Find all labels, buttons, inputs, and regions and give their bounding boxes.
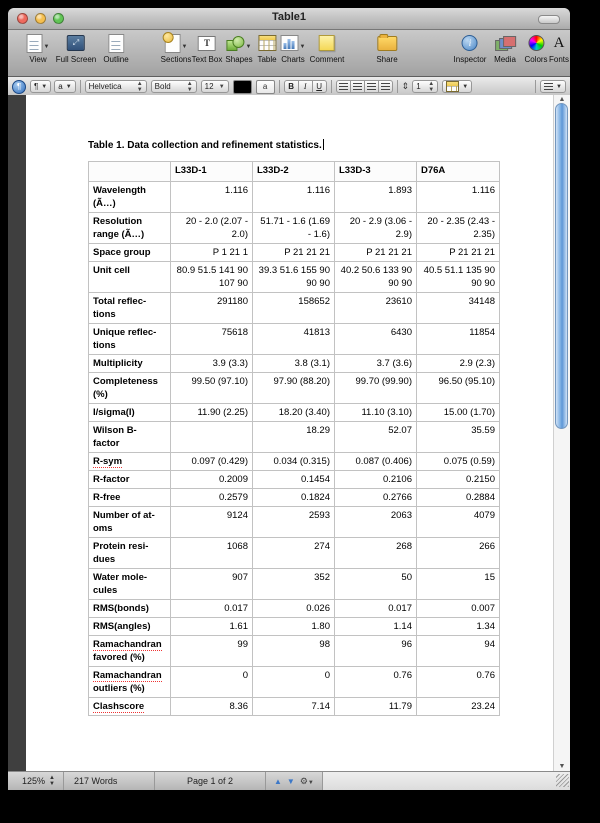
table-button[interactable]: Table [257,33,276,64]
columns-icon [446,81,459,92]
value-cell[interactable]: 11.79 [335,698,417,716]
row-label-cell[interactable]: Wilson B- factor [89,422,171,453]
value-cell[interactable]: 0.2150 [417,471,500,489]
value-cell[interactable]: 50 [335,569,417,600]
value-cell[interactable]: 2.9 (2.3) [417,355,500,373]
table-row [89,636,500,667]
toolbar-toggle-lozenge[interactable] [538,15,560,24]
align-right-button[interactable] [364,80,379,93]
value-cell[interactable]: 7.14 [253,698,335,716]
alignment-group [336,80,393,93]
value-cell[interactable]: 3.9 (3.3) [171,355,253,373]
value-cell[interactable]: 0 [253,667,335,698]
value-cell[interactable]: 20 - 2.35 (2.43 - 2.35) [417,213,500,244]
align-left-button[interactable] [336,80,351,93]
statistics-table[interactable] [88,161,500,716]
row-label-cell[interactable]: Unique reflec- tions [89,324,171,355]
media-button[interactable]: Media [494,33,516,64]
charts-button[interactable]: ▼ Charts [281,33,306,64]
table-row [89,507,500,538]
value-cell[interactable]: 11854 [417,324,500,355]
comment-button[interactable]: Comment [310,33,345,64]
charts-icon [281,35,299,51]
status-bar [8,771,570,790]
bold-button[interactable]: B [284,80,299,93]
value-cell[interactable]: 0.017 [171,600,253,618]
header-cell[interactable]: L33D-3 [335,162,417,182]
text-cursor [323,139,324,150]
sections-button[interactable]: ▼ Sections [161,33,192,64]
outline-icon [108,34,124,53]
header-cell[interactable]: L33D-2 [253,162,335,182]
italic-button[interactable]: I [298,80,313,93]
value-cell[interactable]: 15 [417,569,500,600]
row-label-cell[interactable]: RMS(angles) [89,618,171,636]
value-cell[interactable]: 96 [335,636,417,667]
horizontal-scrollbar[interactable] [322,772,570,790]
title-bar[interactable] [8,8,570,30]
table-header-row [89,162,500,182]
row-label-cell[interactable]: Completeness (%) [89,373,171,404]
align-justify-button[interactable] [378,80,393,93]
font-size-select[interactable]: 12 ▼ [201,80,229,93]
value-cell[interactable]: 0.097 (0.429) [171,453,253,471]
font-style-select[interactable]: Bold ▲ ▼ [151,80,197,93]
vertical-scrollbar[interactable] [553,95,570,772]
table-row [89,667,500,698]
row-label-cell[interactable]: Multiplicity [89,355,171,373]
value-cell[interactable]: 266 [417,538,500,569]
value-cell[interactable]: 39.3 51.6 155 90 90 90 [253,262,335,293]
table-row [89,324,500,355]
value-cell[interactable]: 1.80 [253,618,335,636]
header-cell[interactable]: L33D-1 [171,162,253,182]
full-screen-button[interactable]: ⤢ Full Screen [56,33,96,64]
value-cell[interactable]: 96.50 (95.10) [417,373,500,404]
row-label-cell[interactable]: RMS(bonds) [89,600,171,618]
media-icon [495,36,514,51]
paragraph-style-icon[interactable]: ¶ [12,80,26,94]
value-cell[interactable]: 23.24 [417,698,500,716]
line-spacing-select[interactable]: 1 ▲ ▼ [412,80,438,93]
table-row [89,618,500,636]
value-cell[interactable]: 97.90 (88.20) [253,373,335,404]
value-cell[interactable]: 35.59 [417,422,500,453]
row-label-cell[interactable]: Ramachandran favored (%) [89,636,171,667]
value-cell[interactable]: 99 [171,636,253,667]
value-cell[interactable]: 1068 [171,538,253,569]
value-cell[interactable]: 274 [253,538,335,569]
table-row [89,404,500,422]
value-cell[interactable]: 1.116 [171,182,253,213]
value-cell[interactable]: P 1 21 1 [171,244,253,262]
table-row [89,355,500,373]
value-cell[interactable]: 0.1454 [253,471,335,489]
outline-button[interactable]: Outline [103,33,128,64]
value-cell[interactable]: 3.7 (3.6) [335,355,417,373]
row-label-cell[interactable]: Resolution range (Ã…) [89,213,171,244]
value-cell[interactable]: 0.087 (0.406) [335,453,417,471]
value-cell[interactable]: 40.2 50.6 133 90 90 90 [335,262,417,293]
row-label-cell[interactable]: Total reflec- tions [89,293,171,324]
character-style-menu[interactable]: a ▼ [54,80,75,93]
table-icon [258,35,276,51]
value-cell[interactable]: 52.07 [335,422,417,453]
underline-button[interactable]: U [312,80,327,93]
row-label-cell[interactable]: R-factor [89,471,171,489]
value-cell[interactable]: 80.9 51.5 141 90 107 90 [171,262,253,293]
value-cell[interactable]: 9124 [171,507,253,538]
row-label-cell[interactable]: Ramachandran outliers (%) [89,667,171,698]
value-cell[interactable]: 20 - 2.0 (2.07 - 2.0) [171,213,253,244]
table-row [89,262,500,293]
zoom-level: 125% [22,776,46,786]
shapes-button[interactable]: ▼ Shapes [225,33,252,64]
page[interactable] [26,95,570,772]
value-cell[interactable]: 40.5 51.1 135 90 90 90 [417,262,500,293]
value-cell[interactable] [171,422,253,453]
value-cell[interactable]: 2063 [335,507,417,538]
text-color-well[interactable] [233,80,252,94]
value-cell[interactable]: 1.61 [171,618,253,636]
value-cell[interactable]: 1.893 [335,182,417,213]
value-cell[interactable]: 11.10 (3.10) [335,404,417,422]
value-cell[interactable]: P 21 21 21 [417,244,500,262]
row-label-cell[interactable]: Protein resi- dues [89,538,171,569]
row-label-cell[interactable]: Unit cell [89,262,171,293]
value-cell[interactable]: 0 [171,667,253,698]
text-box-icon: T [198,36,216,51]
value-cell[interactable]: 98 [253,636,335,667]
value-cell[interactable]: 0.2009 [171,471,253,489]
table-row [89,293,500,324]
value-cell[interactable]: 23610 [335,293,417,324]
list-style-menu[interactable]: ▼ [540,80,566,93]
header-cell[interactable] [89,162,171,182]
next-page-button[interactable]: ▼ [286,776,295,786]
value-cell[interactable]: 0.007 [417,600,500,618]
value-cell[interactable]: 158652 [253,293,335,324]
table-caption[interactable]: Table 1. Data collection and refinement statistics. [88,140,322,151]
paragraph-style-menu[interactable]: ¶ ▼ [30,80,51,93]
value-cell[interactable]: 18.20 (3.40) [253,404,335,422]
shapes-icon [227,36,245,51]
table-row [89,373,500,404]
table-row [89,471,500,489]
app-window [8,8,570,790]
table-row [89,422,500,453]
row-label-cell[interactable]: I/sigma(I) [89,404,171,422]
text-box-button[interactable]: T Text Box [191,37,223,64]
inspector-button[interactable]: i Inspector [454,33,487,64]
row-label-cell[interactable]: Number of at- oms [89,507,171,538]
header-cell[interactable]: D76A [417,162,500,182]
row-label-cell[interactable]: Clashscore [89,698,171,716]
value-cell[interactable]: P 21 21 21 [335,244,417,262]
table-row [89,182,500,213]
full-screen-icon: ⤢ [67,35,85,51]
table-row [89,600,500,618]
line-spacing-icon: ⇕ [401,81,410,91]
value-cell[interactable]: 75618 [171,324,253,355]
toolbar [8,30,570,77]
table-row [89,453,500,471]
page-navigation [266,776,322,787]
align-center-button[interactable] [350,80,365,93]
value-cell[interactable]: 18.29 [253,422,335,453]
view-icon [27,34,43,53]
value-cell[interactable]: 1.14 [335,618,417,636]
value-cell[interactable]: 20 - 2.9 (3.06 - 2.9) [335,213,417,244]
value-cell[interactable]: 0.76 [417,667,500,698]
value-cell[interactable]: 8.36 [171,698,253,716]
value-cell[interactable]: 0.026 [253,600,335,618]
value-cell[interactable]: 0.76 [335,667,417,698]
value-cell[interactable]: 2593 [253,507,335,538]
table-row [89,489,500,507]
value-cell[interactable]: 0.2579 [171,489,253,507]
table-row [89,698,500,716]
fonts-button[interactable]: A Fonts [548,35,570,64]
value-cell[interactable]: 34148 [417,293,500,324]
scrollbar-thumb[interactable] [555,103,568,429]
value-cell[interactable]: 51.71 - 1.6 (1.69 - 1.6) [253,213,335,244]
row-label-cell[interactable]: R-sym [89,453,171,471]
colors-icon [528,35,544,51]
font-family-select[interactable]: Helvetica ▲ ▼ [85,80,147,93]
value-cell[interactable]: 99.50 (97.10) [171,373,253,404]
share-button[interactable]: Share [376,33,397,64]
value-cell[interactable]: 6430 [335,324,417,355]
zoom-control[interactable]: 125% ▲ ▼ [22,775,55,787]
comment-icon [319,35,335,51]
table-row [89,538,500,569]
value-cell[interactable]: 0.075 (0.59) [417,453,500,471]
value-cell[interactable]: 41813 [253,324,335,355]
value-cell[interactable]: 4079 [417,507,500,538]
window-title: Table1 [271,11,307,23]
word-count[interactable]: 217 Words [73,776,118,786]
value-cell[interactable]: 1.34 [417,618,500,636]
value-cell[interactable]: 352 [253,569,335,600]
value-cell[interactable]: 15.00 (1.70) [417,404,500,422]
value-cell[interactable]: 0.017 [335,600,417,618]
columns-menu[interactable]: ▼ [442,80,472,93]
value-cell[interactable]: 99.70 (99.90) [335,373,417,404]
row-label-cell[interactable]: R-free [89,489,171,507]
value-cell[interactable]: 94 [417,636,500,667]
share-icon [377,36,397,51]
value-cell[interactable]: 0.2766 [335,489,417,507]
page-indicator[interactable]: Page 1 of 2 [186,776,233,786]
value-cell[interactable]: P 21 21 21 [253,244,335,262]
row-label-cell[interactable]: Wavelength (Ã…) [89,182,171,213]
highlight-color-well[interactable]: a [256,80,275,94]
value-cell[interactable]: 3.8 (3.1) [253,355,335,373]
value-cell[interactable]: 291180 [171,293,253,324]
value-cell[interactable]: 0.2106 [335,471,417,489]
value-cell[interactable]: 1.116 [253,182,335,213]
value-cell[interactable]: 11.90 (2.25) [171,404,253,422]
format-bar [8,77,570,97]
gear-menu[interactable]: ⚙▼ [299,775,314,786]
value-cell[interactable]: 907 [171,569,253,600]
fonts-icon: A [553,35,565,51]
row-label-cell[interactable]: Space group [89,244,171,262]
value-cell[interactable]: 0.1824 [253,489,335,507]
value-cell[interactable]: 0.034 (0.315) [253,453,335,471]
value-cell[interactable]: 1.116 [417,182,500,213]
text-style-group [284,80,327,93]
value-cell[interactable]: 268 [335,538,417,569]
value-cell[interactable]: 0.2884 [417,489,500,507]
scroll-down-arrow[interactable]: ▼ [558,763,566,770]
previous-page-button[interactable]: ▲ [273,776,282,786]
document-view [8,95,570,772]
sections-icon [165,34,181,53]
table-row [89,244,500,262]
colors-button[interactable]: Colors [524,33,547,64]
list-icon [544,83,553,90]
inspector-icon: i [462,35,478,51]
scroll-up-arrow[interactable]: ▲ [558,96,566,103]
table-row [89,213,500,244]
view-button[interactable]: ▼ View [27,33,50,64]
table-row [89,569,500,600]
row-label-cell[interactable]: Water mole- cules [89,569,171,600]
resize-grip[interactable] [556,774,569,787]
